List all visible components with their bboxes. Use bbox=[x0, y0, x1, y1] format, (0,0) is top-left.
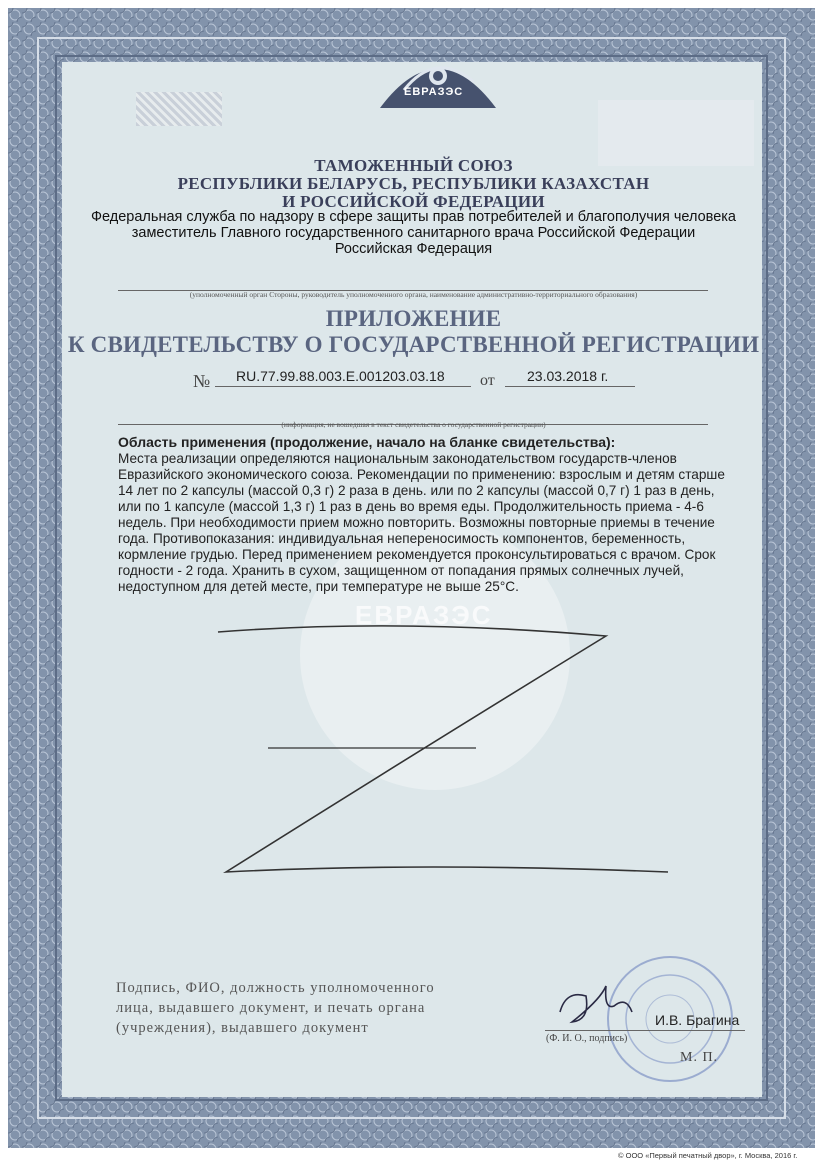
scope-line: годности - 2 года. Хранить в сухом, защищенном от попадания прямых солнечных лучей, bbox=[118, 563, 684, 578]
signature-rule bbox=[545, 1030, 745, 1031]
authority-line-1: Федеральная служба по надзору в сфере защиты прав потребителей и благополучия человека bbox=[91, 209, 736, 225]
scope-line: кормление грудью. Перед применением рекомендуется проконсультироваться с врачом. Срок bbox=[118, 547, 716, 562]
scope-line: Евразийского экономического союза. Рекомендации по применению: взрослым и детям старше bbox=[118, 467, 725, 482]
signatory-name: И.В. Брагина bbox=[655, 1012, 740, 1028]
date-label: от bbox=[480, 372, 495, 389]
eurasec-emblem-icon bbox=[376, 40, 500, 112]
title-line-2: К СВИДЕТЕЛЬСТВУ О ГОСУДАРСТВЕННОЙ РЕГИСТРАЦИИ bbox=[67, 332, 760, 357]
title-line-1: ПРИЛОЖЕНИЕ bbox=[325, 306, 502, 331]
registration-date: 23.03.2018 г. bbox=[527, 368, 609, 384]
number-label: № bbox=[193, 371, 211, 391]
header-line-1: ТАМОЖЕННЫЙ СОЮЗ bbox=[314, 156, 513, 175]
scope-line: недоступном для детей месте, при температуре не выше 25°С. bbox=[118, 579, 519, 594]
scope-line: 14 лет по 2 капсулы (массой 0,3 г) 2 раза в день. или по 2 капсулы (массой 0,7 г) 1 раз в день, bbox=[118, 483, 715, 498]
printer-footer: © ООО «Первый печатный двор», г. Москва, 2016 г. bbox=[618, 1151, 798, 1160]
scope-heading: Область применения (продолжение, начало на бланке свидетельства): bbox=[118, 434, 616, 450]
watermark-text: ЕВРАЗЭС bbox=[355, 600, 493, 630]
scope-line: Места реализации определяются национальным законодательством государств-членов bbox=[118, 451, 677, 466]
number-rule bbox=[215, 386, 471, 387]
signature-caption-2: лица, выдавшего документ, и печать органа bbox=[116, 1000, 426, 1016]
scope-line: года. Противопоказания: индивидуальная непереносимость компонентов, беременность, bbox=[118, 531, 686, 546]
date-rule bbox=[505, 386, 635, 387]
seal-label: М. П. bbox=[680, 1050, 719, 1065]
signature-caption-3: (учреждения), выдавшего документ bbox=[116, 1020, 369, 1036]
scope-line: недель. При необходимости прием можно повторить. Возможны повторные приемы в течение bbox=[118, 515, 715, 530]
authority-line-3: Российская Федерация bbox=[334, 241, 493, 257]
content-caption: (информация, не вошедшая в текст свидетельства о государственной регистрации) bbox=[281, 420, 546, 429]
header-line-2: РЕСПУБЛИКИ БЕЛАРУСЬ, РЕСПУБЛИКИ КАЗАХСТАН bbox=[177, 174, 650, 193]
scope-line: или по 1 капсуле (массой 1,3 г) 1 раз в день во время еды. Продолжительность приема - 4-6 bbox=[118, 499, 704, 514]
authority-caption: (уполномоченный орган Стороны, руководитель уполномоченного органа, наименование административно-территориального образования) bbox=[189, 290, 638, 299]
signature-caption-1: Подпись, ФИО, должность уполномоченного bbox=[116, 980, 435, 996]
registration-number: RU.77.99.88.003.E.001203.03.18 bbox=[236, 368, 445, 384]
header-line-3: И РОССИЙСКОЙ ФЕДЕРАЦИИ bbox=[282, 192, 545, 211]
hologram-strip bbox=[136, 92, 222, 126]
emblem-label: ЕВРАЗЭС bbox=[404, 86, 464, 98]
authority-line-2: заместитель Главного государственного санитарного врача Российской Федерации bbox=[131, 225, 696, 241]
scope-text bbox=[118, 451, 725, 595]
signatory-caption: (Ф. И. О., подпись) bbox=[546, 1033, 628, 1044]
